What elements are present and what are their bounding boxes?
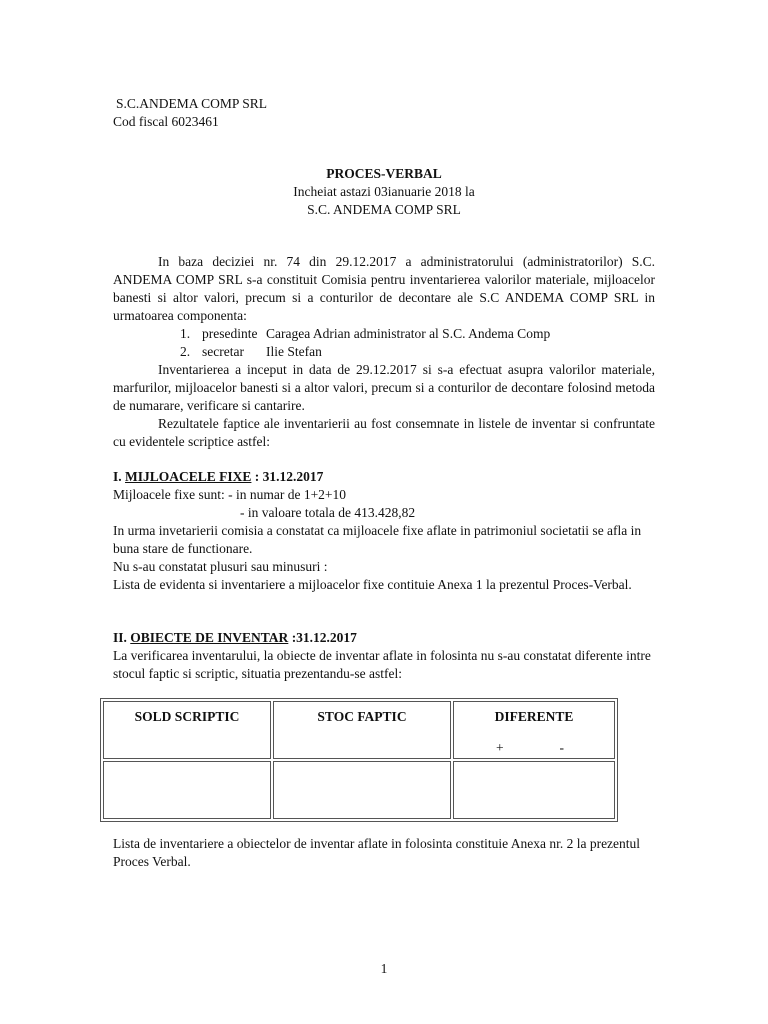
plus-label: + xyxy=(496,740,504,755)
diferente-label: DIFERENTE xyxy=(494,709,574,724)
member-role: presedinte xyxy=(202,326,258,341)
member-number: 1. xyxy=(180,326,191,341)
company-header xyxy=(113,95,655,131)
commission-members xyxy=(113,325,655,361)
fiscal-code: Cod fiscal 6023461 xyxy=(113,114,219,129)
section1-prefix: I. xyxy=(113,469,126,484)
section-fixed-assets xyxy=(113,468,655,594)
document-subtitle-line2: S.C. ANDEMA COMP SRL xyxy=(307,202,461,217)
company-name: S.C.ANDEMA COMP SRL xyxy=(116,96,268,111)
inventory-paragraph: Inventarierea a inceput in data de 29.12.2017 si s-a efectuat asupra valorilor materiale, marfurilor, mijloacelor banesti si a altor valori, precum si a conturilor de decontare folosind metoda de numarare, verificare si cantarire. xyxy=(113,362,655,413)
section2-heading xyxy=(113,629,655,647)
fixed-assets-status: In urma invetarierii comisia a constatat ca mijloacele fixe aflate in patrimoniul societatii se afla in buna stare de functionare. xyxy=(113,523,642,556)
title-block xyxy=(113,165,655,219)
fixed-assets-count: Mijloacele fixe sunt: - in numar de 1+2+10 xyxy=(113,487,347,502)
header-diferente xyxy=(453,701,615,759)
member-description: Ilie Stefan xyxy=(266,344,322,359)
fixed-assets-differences: Nu s-au constatat plusuri sau minusuri : xyxy=(113,559,328,574)
table-cell xyxy=(273,761,451,819)
table-cell xyxy=(103,761,271,819)
section1-date: : 31.12.2017 xyxy=(251,469,324,484)
table-row xyxy=(103,761,615,819)
member-description: Caragea Adrian administrator al S.C. Andema Comp xyxy=(266,326,551,341)
member-number: 2. xyxy=(180,344,191,359)
header-sold-scriptic: SOLD SCRIPTIC xyxy=(103,701,271,759)
member-role: secretar xyxy=(202,344,244,359)
inventory-table xyxy=(100,698,618,822)
table-cell xyxy=(453,761,615,819)
minus-label: - xyxy=(559,740,564,755)
results-paragraph: Rezultatele faptice ale inventarierii au fost consemnate in listele de inventar si confruntate cu evidentele scriptice astfel: xyxy=(113,416,655,449)
member-row xyxy=(113,325,655,343)
page-number: 1 xyxy=(380,961,388,976)
section-inventory-objects xyxy=(113,629,655,683)
fixed-assets-value: - in valoare totala de 413.428,82 xyxy=(240,505,416,520)
fixed-assets-annex: Lista de evidenta si inventariere a mijloacelor fixe contituie Anexa 1 la prezentul Proces-Verbal. xyxy=(113,577,632,592)
section2-title: OBIECTE DE INVENTAR xyxy=(130,630,289,645)
section2-text: La verificarea inventarului, la obiecte de inventar aflate in folosinta nu s-au constatat diferente intre stocul faptic si scriptic, situatia prezentandu-se astfel: xyxy=(113,648,651,681)
header-stoc-faptic: STOC FAPTIC xyxy=(273,701,451,759)
member-row xyxy=(113,343,655,361)
intro-paragraph: In baza deciziei nr. 74 din 29.12.2017 a administratorului (administratorilor) S.C. ANDEMA COMP SRL s-a constituit Comisia pentru inventarierea valorilor materiale, mijloacelor banesti si altor valori, precum si a conturilor de decontare ale S.C ANDEMA COMP SRL in urmatoarea componenta: xyxy=(113,254,655,323)
table-header-row xyxy=(103,701,615,759)
annex-note: Lista de inventariere a obiectelor de inventar aflate in folosinta constituie Anexa nr. 2 la prezentul Proces Verbal. xyxy=(113,836,641,869)
section2-date: :31.12.2017 xyxy=(288,630,357,645)
document-subtitle-line1: Incheiat astazi 03ianuarie 2018 la xyxy=(293,184,475,199)
section2-prefix: II. xyxy=(113,630,131,645)
document-title: PROCES-VERBAL xyxy=(326,166,442,181)
section1-heading xyxy=(113,468,655,486)
section1-title: MIJLOACELE FIXE xyxy=(125,469,252,484)
